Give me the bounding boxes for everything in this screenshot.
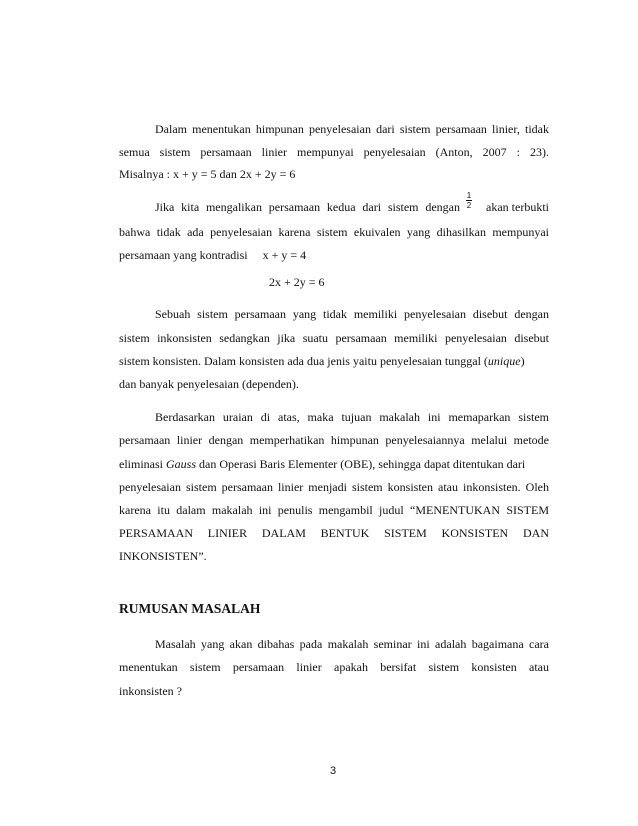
paragraph-5-line-3: inkonsisten ? — [119, 684, 182, 698]
equation-line: 2x + 2y = 6 — [269, 275, 325, 289]
paragraph-4-line-3-text-a: eliminasi — [119, 457, 166, 471]
paragraph-3-line-2: sistem inkonsisten sedangkan jika suatu persamaan memiliki penyelesaian disebut — [119, 331, 549, 345]
paragraph-4-line-6: PERSAMAAN LINIER DALAM BENTUK SISTEM KONSISTEN DAN — [119, 526, 549, 540]
paragraph-4-line-2: persamaan linier dengan memperhatikan himpunan penyelesaiannya melalui metode — [119, 433, 549, 447]
fraction-numerator: 1 — [466, 191, 472, 200]
paragraph-1-line-3: Misalnya : x + y = 5 dan 2x + 2y = 6 — [119, 167, 296, 181]
fraction-denominator: 2 — [466, 201, 472, 210]
paragraph-3-line-3 — [119, 353, 525, 369]
paragraph-4-line-3 — [119, 456, 525, 472]
page-number: 3 — [330, 765, 337, 777]
paragraph-1-line-1: Dalam menentukan himpunan penyelesaian dari sistem persamaan linier, tidak — [155, 122, 549, 136]
paragraph-2-line-1-left: Jika kita mengalikan persamaan kedua dari sistem dengan — [155, 200, 460, 214]
paragraph-3-line-3-text-b: ) — [520, 354, 525, 368]
paragraph-2-line-3: persamaan yang kontradisi x + y = 4 — [119, 248, 307, 262]
fraction-one-half — [466, 191, 472, 210]
paragraph-3-line-4: dan banyak penyelesaian (dependen). — [119, 377, 299, 391]
paragraph-4-line-5: karena itu dalam makalah ini penulis mengambil judul “MENENTUKAN SISTEM — [119, 503, 549, 517]
paragraph-4-line-3-italic: Gauss — [166, 457, 197, 471]
paragraph-2-line-1-right: akan terbukti — [486, 200, 549, 214]
paragraph-1-line-2: semua sistem persamaan linier mempunyai penyelesaian (Anton, 2007 : 23). — [119, 145, 549, 159]
paragraph-3-line-3-text-a: sistem konsisten. Dalam konsisten ada dua jenis yaitu penyelesaian tunggal ( — [119, 354, 488, 368]
paragraph-5-line-2: menentukan sistem persamaan linier apakah bersifat sistem konsisten atau — [119, 660, 549, 674]
paragraph-4-line-7: INKONSISTEN”. — [119, 549, 207, 563]
paragraph-3-line-3-italic: unique — [487, 354, 521, 368]
paragraph-2-line-2: bahwa tidak ada penyelesaian karena sistem ekuivalen yang dihasilkan mempunyai — [119, 225, 549, 239]
paragraph-4-line-1: Berdasarkan uraian di atas, maka tujuan makalah ini memaparkan sistem — [155, 410, 549, 424]
paragraph-4-line-4: penyelesaian sistem persamaan linier menjadi sistem konsisten atau inkonsisten. Oleh — [119, 480, 549, 494]
paragraph-3-line-1: Sebuah sistem persamaan yang tidak memiliki penyelesaian disebut dengan — [155, 307, 549, 321]
paragraph-4-line-3-text-b: dan Operasi Baris Elementer (OBE), sehingga dapat ditentukan dari — [196, 457, 526, 471]
section-heading: RUMUSAN MASALAH — [119, 601, 261, 616]
paragraph-5-line-1: Masalah yang akan dibahas pada makalah seminar ini adalah bagaimana cara — [155, 637, 549, 651]
